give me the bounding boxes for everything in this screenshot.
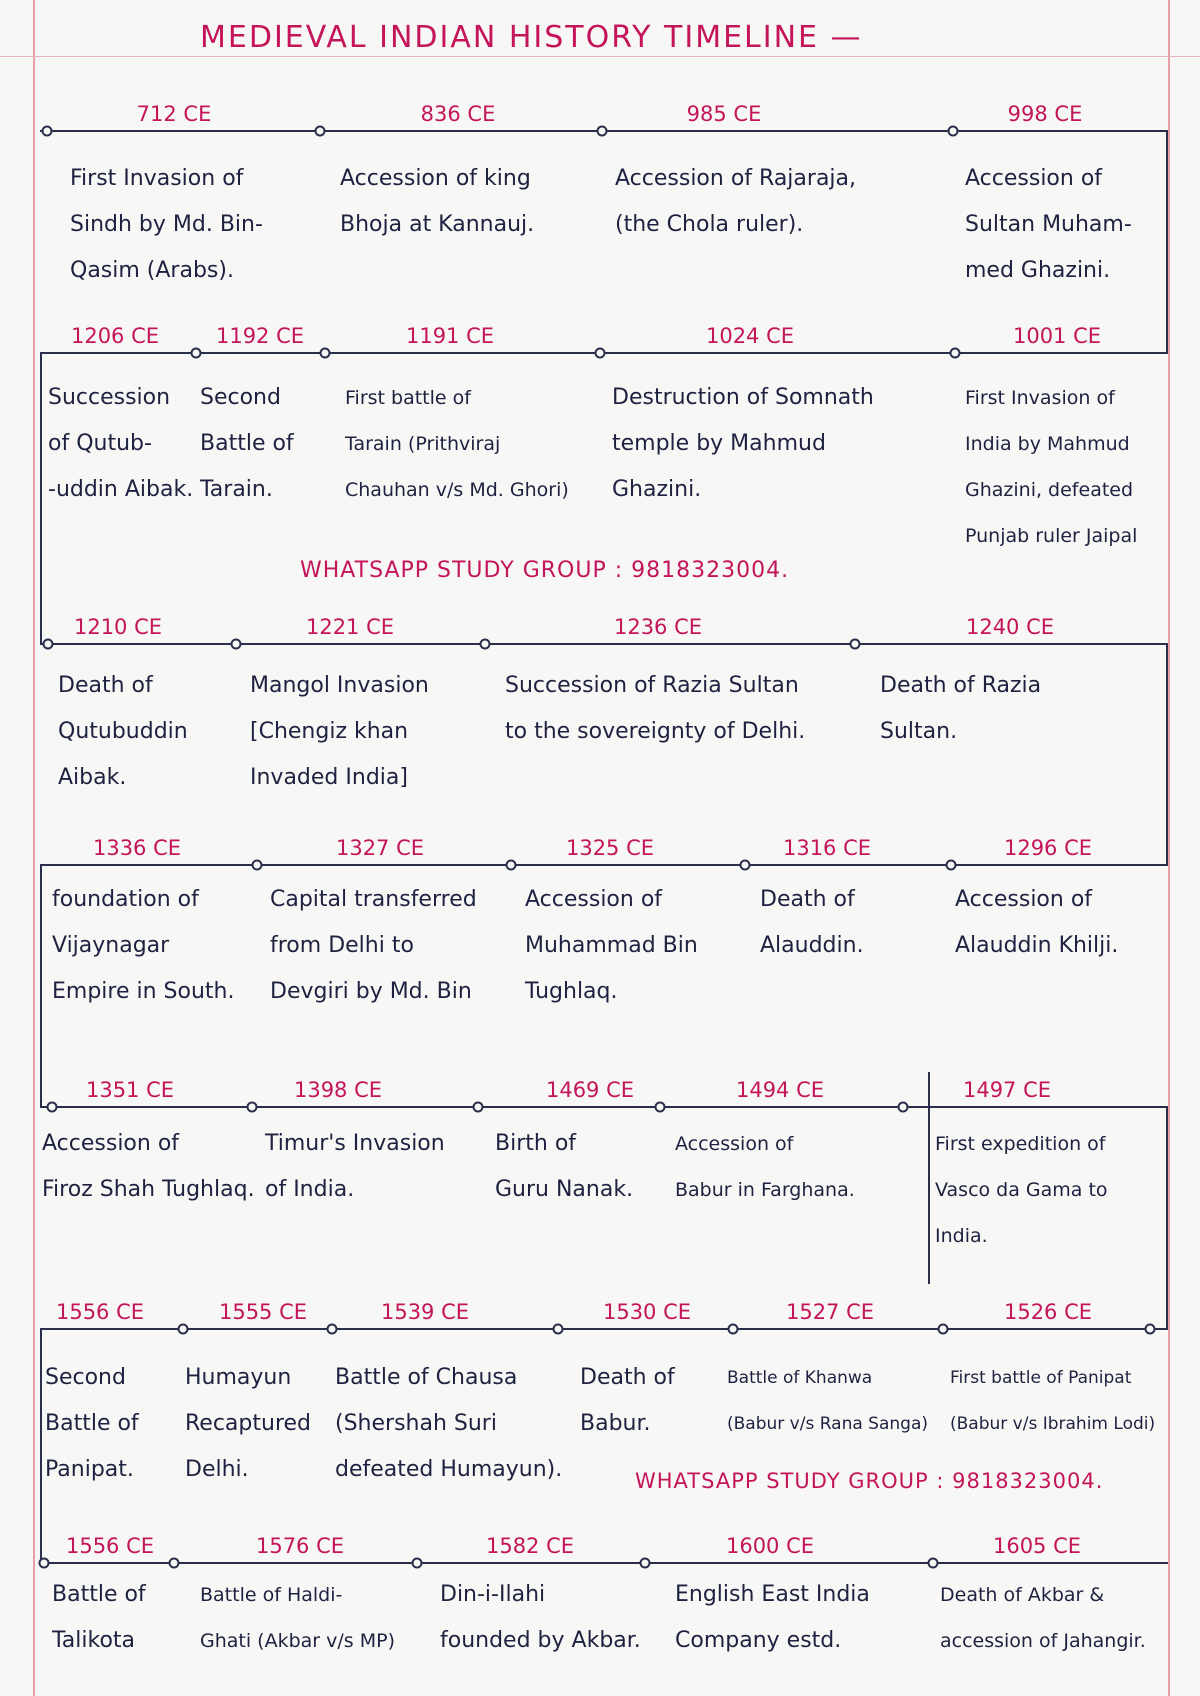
- timeline-dot: [506, 860, 517, 871]
- timeline-dot: [898, 1102, 909, 1113]
- page-top-rule: [0, 56, 1200, 57]
- event-date: 1206 CE: [70, 324, 160, 348]
- event-description: Din-i-Ilahi founded by Akbar.: [440, 1582, 641, 1653]
- timeline-dot: [655, 1102, 666, 1113]
- watermark-upper: WHATSAPP STUDY GROUP : 9818323004.: [300, 558, 790, 583]
- timeline-dot: [946, 860, 957, 871]
- watermark-lower: WHATSAPP STUDY GROUP : 9818323004.: [635, 1469, 1104, 1493]
- event-description: Succession of Qutub- -uddin Aibak.: [48, 385, 194, 502]
- timeline-dot: [39, 1558, 50, 1569]
- timeline-dot: [948, 126, 959, 137]
- event-description: Birth of Guru Nanak.: [495, 1131, 634, 1202]
- timeline-dot: [850, 639, 861, 650]
- event-date: 1024 CE: [705, 324, 795, 348]
- event-description: First battle of Panipat (Babur v/s Ibrahim Lodi): [950, 1368, 1156, 1434]
- timeline-connector: [40, 352, 42, 643]
- timeline-dot: [43, 639, 54, 650]
- event-date: 998 CE: [1007, 102, 1083, 126]
- event-description: First Invasion of Sindh by Md. Bin- Qasim (Arabs).: [70, 166, 263, 283]
- timeline-row-line: [40, 864, 1168, 866]
- timeline-dot: [412, 1558, 423, 1569]
- timeline-dot: [553, 1324, 564, 1335]
- event-date: 1527 CE: [785, 1300, 875, 1324]
- event-date: 1600 CE: [725, 1534, 815, 1558]
- event-description: foundation of Vijaynagar Empire in South.: [52, 887, 235, 1004]
- event-date: 1001 CE: [1012, 324, 1102, 348]
- timeline-dot: [252, 860, 263, 871]
- event-date: 1576 CE: [255, 1534, 345, 1558]
- timeline-dot: [597, 126, 608, 137]
- event-date: 1556 CE: [65, 1534, 155, 1558]
- timeline-dot: [320, 348, 331, 359]
- event-description: Death of Razia Sultan.: [880, 673, 1042, 744]
- event-date: 712 CE: [136, 102, 212, 126]
- event-description: Accession of Babur in Farghana.: [675, 1133, 855, 1201]
- timeline-dot: [315, 126, 326, 137]
- timeline-dot: [640, 1558, 651, 1569]
- event-date: 1221 CE: [305, 615, 395, 639]
- event-date: 1582 CE: [485, 1534, 575, 1558]
- event-date: 1240 CE: [965, 615, 1055, 639]
- event-description: Death of Babur.: [580, 1365, 675, 1436]
- event-date: 1336 CE: [92, 836, 182, 860]
- timeline-dot: [1145, 1324, 1156, 1335]
- event-description: Destruction of Somnath temple by Mahmud Ghazini.: [612, 385, 874, 502]
- timeline-dot: [178, 1324, 189, 1335]
- event-date: 1325 CE: [565, 836, 655, 860]
- event-description: Battle of Talikota: [52, 1582, 146, 1653]
- event-description: Death of Qutubuddin Aibak.: [58, 673, 188, 790]
- timeline-row-line: [40, 1106, 1168, 1108]
- timeline-dot: [928, 1558, 939, 1569]
- timeline-dot: [473, 1102, 484, 1113]
- timeline-dot: [728, 1324, 739, 1335]
- event-date: 1469 CE: [545, 1078, 635, 1102]
- event-date: 1605 CE: [992, 1534, 1082, 1558]
- timeline-dot: [231, 639, 242, 650]
- event-description: Capital transferred from Delhi to Devgiri by Md. Bin: [270, 887, 477, 1004]
- event-date: 1327 CE: [335, 836, 425, 860]
- timeline-connector: [40, 864, 42, 1106]
- page-title: MEDIEVAL INDIAN HISTORY TIMELINE —: [200, 20, 863, 55]
- event-description: Accession of Alauddin Khilji.: [955, 887, 1119, 958]
- event-date: 1556 CE: [55, 1300, 145, 1324]
- timeline-row-line: [40, 643, 1168, 645]
- timeline-connector: [1166, 130, 1168, 352]
- event-date: 1526 CE: [1003, 1300, 1093, 1324]
- event-date: 1398 CE: [293, 1078, 383, 1102]
- timeline-row-line: [40, 1562, 1168, 1564]
- event-description: Second Battle of Panipat.: [45, 1365, 139, 1482]
- timeline-dot: [950, 348, 961, 359]
- timeline-connector: [1166, 1106, 1168, 1328]
- event-description: Humayun Recaptured Delhi.: [185, 1365, 312, 1482]
- event-date: 1236 CE: [613, 615, 703, 639]
- timeline-row-line: [40, 1328, 1168, 1330]
- timeline-dot: [42, 126, 53, 137]
- event-description: Death of Akbar & accession of Jahangir.: [940, 1584, 1146, 1652]
- event-description: Timur's Invasion of India.: [265, 1131, 445, 1202]
- event-description: Mangol Invasion [Chengiz khan Invaded India]: [250, 673, 429, 790]
- event-description: First expedition of Vasco da Gama to India.: [935, 1133, 1108, 1247]
- event-description: Succession of Razia Sultan to the sovereignty of Delhi.: [505, 673, 806, 744]
- event-description: Accession of Rajaraja, (the Chola ruler).: [615, 166, 857, 237]
- event-description: Accession of Firoz Shah Tughlaq.: [42, 1131, 255, 1202]
- timeline-dot: [47, 1102, 58, 1113]
- event-description: Death of Alauddin.: [760, 887, 864, 958]
- event-description: Accession of Muhammad Bin Tughlaq.: [525, 887, 698, 1004]
- event-date: 1192 CE: [215, 324, 305, 348]
- event-date: 1210 CE: [73, 615, 163, 639]
- event-date: 985 CE: [686, 102, 762, 126]
- timeline-dot: [191, 348, 202, 359]
- timeline-dot: [247, 1102, 258, 1113]
- page-margin-line-right: [1168, 0, 1170, 1696]
- event-description: English East India Company estd.: [675, 1582, 870, 1653]
- event-date: 1497 CE: [962, 1078, 1052, 1102]
- event-date: 1351 CE: [85, 1078, 175, 1102]
- timeline-dot: [740, 860, 751, 871]
- event-date: 1494 CE: [735, 1078, 825, 1102]
- event-description: Battle of Haldi- Ghati (Akbar v/s MP): [200, 1584, 395, 1652]
- event-date: 1191 CE: [405, 324, 495, 348]
- page-margin-line-left: [33, 0, 35, 1696]
- event-description: Battle of Chausa (Shershah Suri defeated Humayun).: [335, 1365, 563, 1482]
- event-date: 1530 CE: [602, 1300, 692, 1324]
- timeline-connector: [1166, 643, 1168, 864]
- event-description: Accession of king Bhoja at Kannauj.: [340, 166, 535, 237]
- timeline-dot: [327, 1324, 338, 1335]
- timeline-dot: [169, 1558, 180, 1569]
- event-description: First Invasion of India by Mahmud Ghazini, defeated Punjab ruler Jaipal: [965, 387, 1138, 547]
- event-description: Battle of Khanwa (Babur v/s Rana Sanga): [727, 1368, 928, 1434]
- event-description: First battle of Tarain (Prithviraj Chauhan v/s Md. Ghori): [345, 387, 569, 501]
- timeline-dot: [938, 1324, 949, 1335]
- event-date: 1539 CE: [380, 1300, 470, 1324]
- event-box-1497: [928, 1072, 930, 1284]
- event-date: 836 CE: [420, 102, 496, 126]
- timeline-dot: [595, 348, 606, 359]
- event-date: 1316 CE: [782, 836, 872, 860]
- event-description: Second Battle of Tarain.: [200, 385, 294, 502]
- event-date: 1296 CE: [1003, 836, 1093, 860]
- timeline-dot: [480, 639, 491, 650]
- timeline-connector: [40, 1328, 42, 1562]
- event-date: 1555 CE: [218, 1300, 308, 1324]
- event-description: Accession of Sultan Muham- med Ghazini.: [965, 166, 1132, 283]
